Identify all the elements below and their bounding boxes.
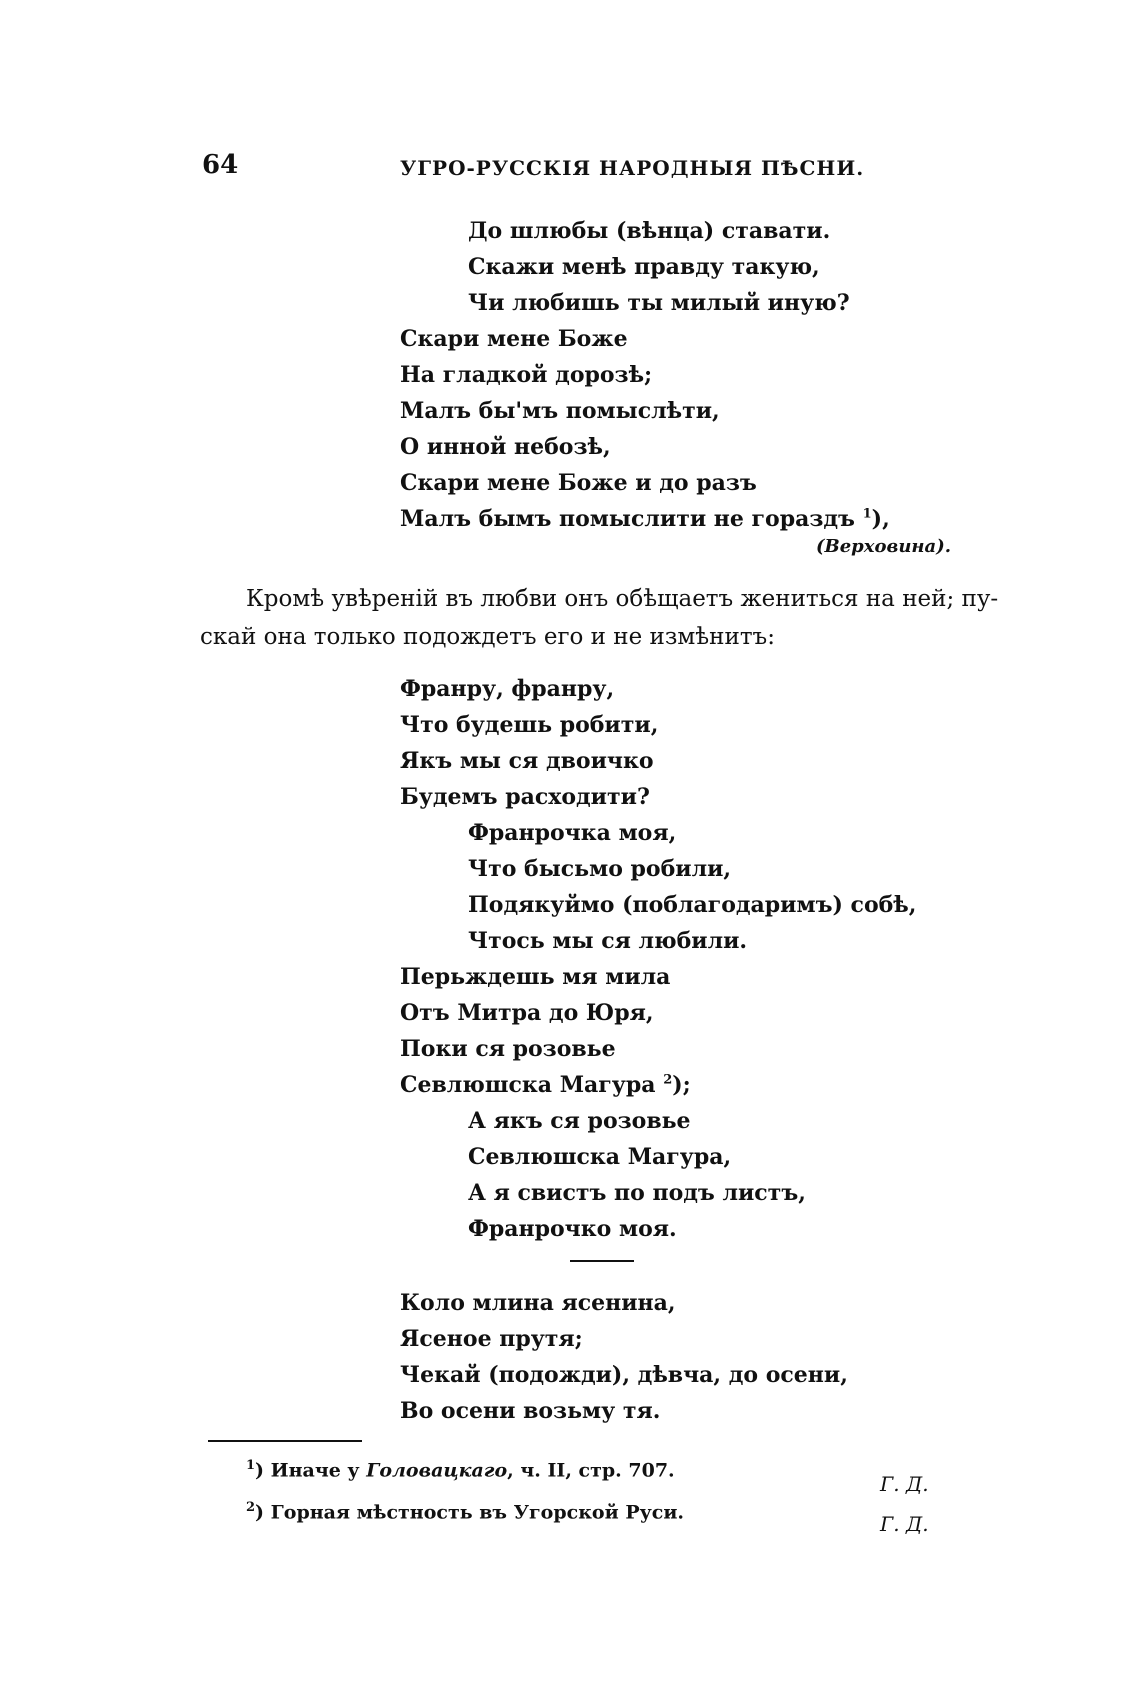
footnote-mark: 2 [246,1500,256,1515]
footnote-text: ) Иначе у [255,1459,367,1482]
footnote-initials: Г. Д. [880,1512,929,1536]
verse-line: Будемъ расходити? [400,784,650,810]
verse-line: Скажи менѣ правду такую, [468,254,820,280]
verse-line: О инной небозѣ, [400,434,611,460]
footnote [246,1458,675,1481]
verse-text: Севлюшска Магура [400,1072,656,1098]
verse-line: А якъ ся розовье [468,1108,691,1134]
verse-line: Чекай (подожди), дѣвча, до осени, [400,1362,848,1388]
footnote-divider [208,1440,362,1442]
footnote [246,1500,684,1523]
footnote-italic: Головацкаго [366,1459,508,1482]
verse-line: Чи любишь ты милый иную? [468,290,850,316]
verse-line: Ясеное прутя; [400,1326,583,1352]
verse-line-with-footnote [400,506,890,532]
footnote-ref-tail: ); [672,1072,691,1098]
footnote-text-tail: , ч. II, стр. 707. [507,1459,675,1482]
verse-line: Якъ мы ся двоичко [400,748,654,774]
running-title: УГРО-РУССКІЯ НАРОДНЫЯ ПѢСНИ. [400,156,865,180]
footnote-mark: 1 [246,1458,256,1473]
verse-line: Отъ Митра до Юря, [400,1000,654,1026]
footnote-ref: 2 [663,1072,673,1088]
verse-line: Поки ся розовье [400,1036,616,1062]
verse-line: Подякуймо (поблагодаримъ) собѣ, [468,892,917,918]
verse-line: Что будешь робити, [400,712,659,738]
verse-line: Чтось мы ся любили. [468,928,748,954]
verse-line: А я свистъ по подъ листъ, [468,1180,806,1206]
page-number: 64 [202,150,239,180]
verse-line: На гладкой дорозѣ; [400,362,653,388]
verse-line: Франру, франру, [400,676,615,702]
verse-text: Малъ бымъ помыслити не гораздъ [400,506,855,532]
source-attribution: (Верховина). [816,536,951,557]
verse-line: Коло млина ясенина, [400,1290,676,1316]
verse-line: Малъ бы'мъ помыслѣти, [400,398,720,424]
prose-line: скай она только подождетъ его и не измѣнитъ: [200,624,775,650]
footnote-ref: 1 [862,506,872,522]
verse-line: Перьждешь мя мила [400,964,671,990]
verse-line: До шлюбы (вѣнца) ставати. [468,218,831,244]
verse-line: Франрочко моя. [468,1216,677,1242]
verse-line-with-footnote [400,1072,691,1098]
verse-line: Франрочка моя, [468,820,677,846]
footnote-initials: Г. Д. [880,1472,929,1496]
prose-line: Кромѣ увѣреній въ любви онъ обѣщаетъ жениться на ней; пу- [246,586,999,612]
verse-line: Что бысьмо робили, [468,856,732,882]
verse-line: Скари мене Боже [400,326,628,352]
section-divider [570,1260,634,1262]
verse-line: Скари мене Боже и до разъ [400,470,757,496]
verse-line: Во осени возьму тя. [400,1398,661,1424]
verse-line: Севлюшска Магура, [468,1144,732,1170]
footnote-ref-tail: ), [871,506,890,532]
footnote-text: ) Горная мѣстность въ Угорской Руси. [255,1501,685,1524]
